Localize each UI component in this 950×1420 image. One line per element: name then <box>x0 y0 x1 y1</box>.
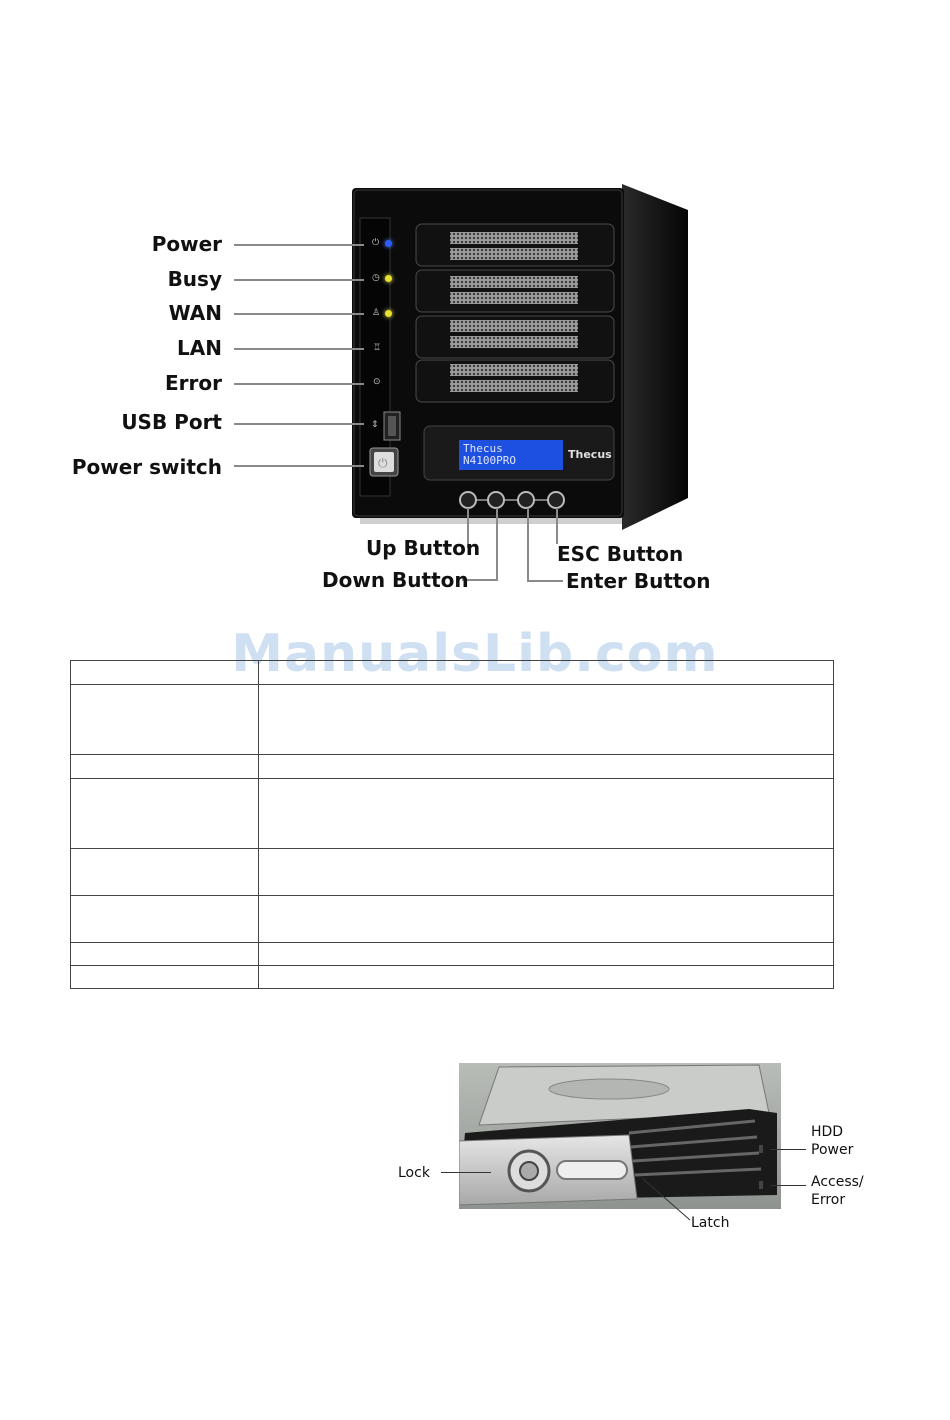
table-cell-desc <box>258 755 833 779</box>
table-cell-label <box>71 685 259 755</box>
wan-led-icon: ♙ <box>372 308 381 318</box>
lcd-line-2: N4100PRO <box>463 454 516 467</box>
table-row <box>71 661 834 685</box>
callout-access-error-line2: Error <box>811 1192 846 1208</box>
callout-line-lan <box>234 348 364 350</box>
table-cell-desc <box>258 661 833 685</box>
callout-hdd-power-line2: Power <box>811 1142 854 1158</box>
callout-line-enter-v <box>527 508 529 582</box>
table-cell-label <box>71 943 259 966</box>
callout-line-busy <box>234 279 364 281</box>
table-cell-desc <box>258 896 833 943</box>
busy-led <box>385 275 392 282</box>
callout-line-down-v <box>496 508 498 581</box>
busy-led-icon: ◷ <box>372 273 380 283</box>
led-description-table <box>70 660 834 989</box>
table-row <box>71 966 834 989</box>
table-row <box>71 779 834 849</box>
callout-esc-button: ESC Button <box>557 542 684 566</box>
callout-line-access-error <box>770 1185 806 1186</box>
brand-logo: Thecus <box>568 448 612 461</box>
callout-wan: WAN <box>168 301 222 325</box>
table-row <box>71 896 834 943</box>
callout-down-button: Down Button <box>322 568 469 592</box>
table-row <box>71 943 834 966</box>
table-row <box>71 755 834 779</box>
callout-line-enter-h <box>527 580 563 582</box>
callout-line-hdd-power <box>770 1149 806 1150</box>
table-row <box>71 685 834 755</box>
callout-lan: LAN <box>177 336 222 360</box>
callout-line-error <box>234 383 364 385</box>
table-cell-label <box>71 849 259 896</box>
callout-enter-button: Enter Button <box>566 569 711 593</box>
error-led-icon: ⊙ <box>373 377 381 387</box>
lan-led-icon: ♖ <box>373 343 382 353</box>
callout-line-power <box>234 244 364 246</box>
hdd-tray-image <box>459 1063 781 1209</box>
power-switch-icon: ⏻ <box>378 456 388 470</box>
callout-access-error-line1: Access/ <box>811 1174 864 1190</box>
lcd-line-1: Thecus <box>463 442 503 455</box>
table-cell-label <box>71 966 259 989</box>
table-cell-label <box>71 755 259 779</box>
callout-error: Error <box>165 371 222 395</box>
table-cell-label <box>71 661 259 685</box>
callout-latch: Latch <box>691 1215 730 1231</box>
table-cell-desc <box>258 849 833 896</box>
callout-access-error <box>811 1173 864 1209</box>
callout-power: Power <box>151 232 222 256</box>
nas-device-image <box>340 180 700 535</box>
watermark: ManualsLib.com <box>231 624 719 684</box>
callout-hdd-power <box>811 1123 853 1159</box>
table-cell-desc <box>258 943 833 966</box>
power-led <box>385 240 392 247</box>
callout-up-button: Up Button <box>366 536 481 560</box>
table-cell-label <box>71 896 259 943</box>
callout-line-power-switch <box>234 465 364 467</box>
table-cell-desc <box>258 779 833 849</box>
callout-line-latch <box>640 1176 692 1222</box>
table-cell-desc <box>258 685 833 755</box>
callout-line-usb-port <box>234 423 364 425</box>
callout-usb-port: USB Port <box>121 410 222 434</box>
callout-line-esc-v <box>556 508 558 544</box>
usb-icon: ⇕ <box>371 420 379 430</box>
table-row <box>71 849 834 896</box>
callout-hdd-power-line1: HDD <box>811 1124 844 1140</box>
callout-lock: Lock <box>398 1165 430 1181</box>
power-led-icon: ⏻ <box>372 238 380 248</box>
callout-line-wan <box>234 313 364 315</box>
callout-line-lock <box>441 1172 491 1173</box>
callout-busy: Busy <box>167 267 222 291</box>
callout-power-switch: Power switch <box>71 455 222 479</box>
wan-led <box>385 310 392 317</box>
lcd-display <box>459 440 563 470</box>
table-cell-label <box>71 779 259 849</box>
table-cell-desc <box>258 966 833 989</box>
